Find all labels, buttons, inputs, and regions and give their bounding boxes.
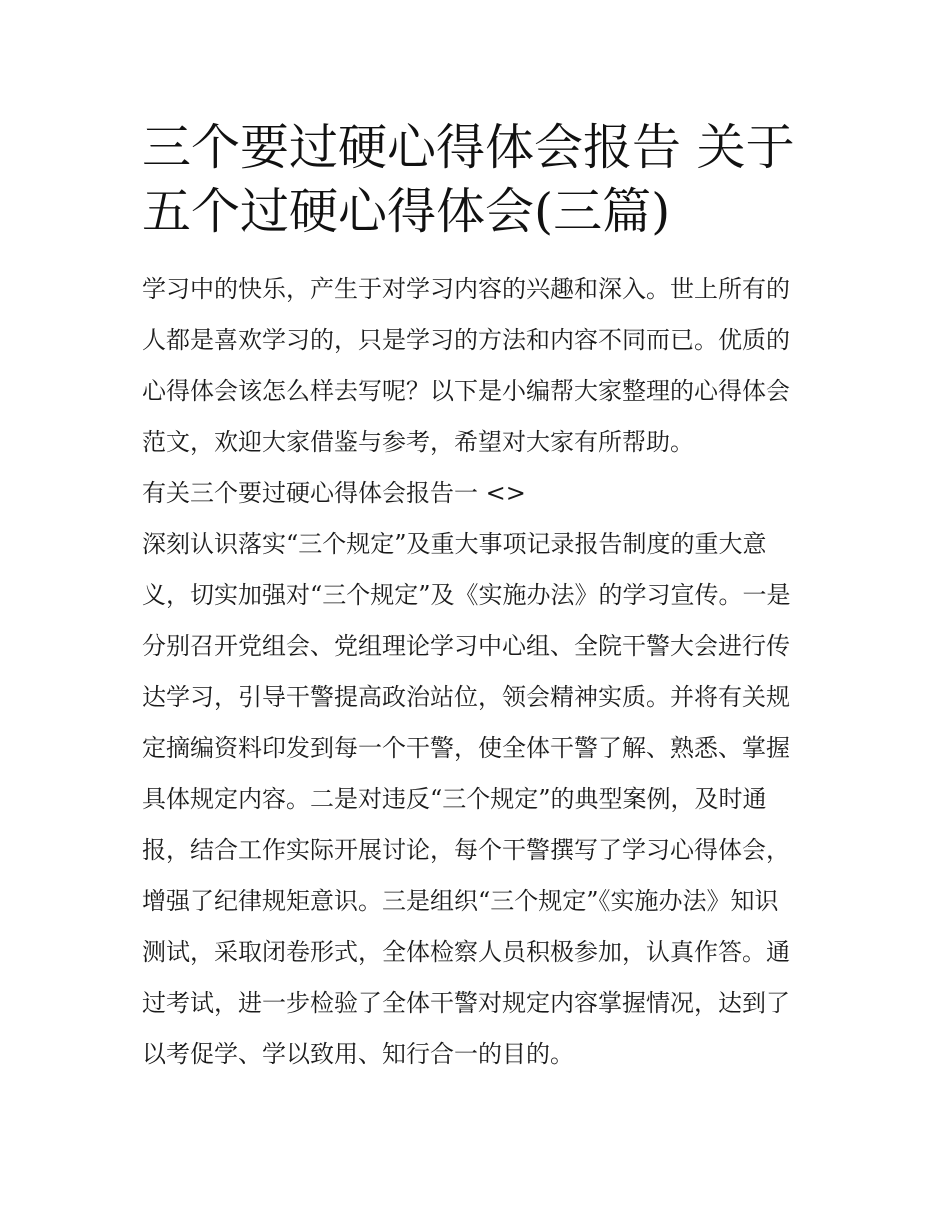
body-line: 达学习，引导干警提高政治站位，领会精神实质。并将有关规 xyxy=(142,683,790,711)
body-line: 具体规定内容。二是对违反“三个规定”的典型案例，及时通 xyxy=(142,785,767,813)
intro-paragraph xyxy=(142,264,812,468)
title-line: 三个要过硬心得体会报告 关于 xyxy=(142,119,795,176)
section-heading: 有关三个要过硬心得体会报告一 <> xyxy=(142,479,526,507)
body-line: 分别召开党组会、党组理论学习中心组、全院干警大会进行传 xyxy=(142,632,790,660)
body-line: 测试，采取闭卷形式，全体检察人员积极参加，认真作答。通 xyxy=(142,938,790,966)
document-content xyxy=(142,116,812,1080)
body-line: 报，结合工作实际开展讨论，每个干警撰写了学习心得体会， xyxy=(142,836,790,864)
intro-line: 人都是喜欢学习的，只是学习的方法和内容不同而已。优质的 xyxy=(142,326,790,354)
intro-line: 学习中的快乐，产生于对学习内容的兴趣和深入。世上所有的 xyxy=(142,275,790,303)
document-title xyxy=(142,116,812,244)
intro-line: 心得体会该怎么样去写呢？以下是小编帮大家整理的心得体会 xyxy=(142,377,790,405)
body-line: 以考促学、学以致用、知行合一的目的。 xyxy=(142,1040,574,1068)
title-line: 五个过硬心得体会(三篇) xyxy=(142,183,671,240)
intro-line: 范文，欢迎大家借鉴与参考，希望对大家有所帮助。 xyxy=(142,428,694,456)
body-line: 增强了纪律规矩意识。三是组织“三个规定”《实施办法》知识 xyxy=(142,887,779,915)
body-paragraph xyxy=(142,519,812,1080)
body-line: 深刻认识落实“三个规定”及重大事项记录报告制度的重大意 xyxy=(142,530,767,558)
body-line: 定摘编资料印发到每一个干警，使全体干警了解、熟悉、掌握 xyxy=(142,734,790,762)
body-line: 过考试，进一步检验了全体干警对规定内容掌握情况，达到了 xyxy=(142,989,790,1017)
body-line: 义，切实加强对“三个规定”及《实施办法》的学习宣传。一是 xyxy=(142,581,791,609)
